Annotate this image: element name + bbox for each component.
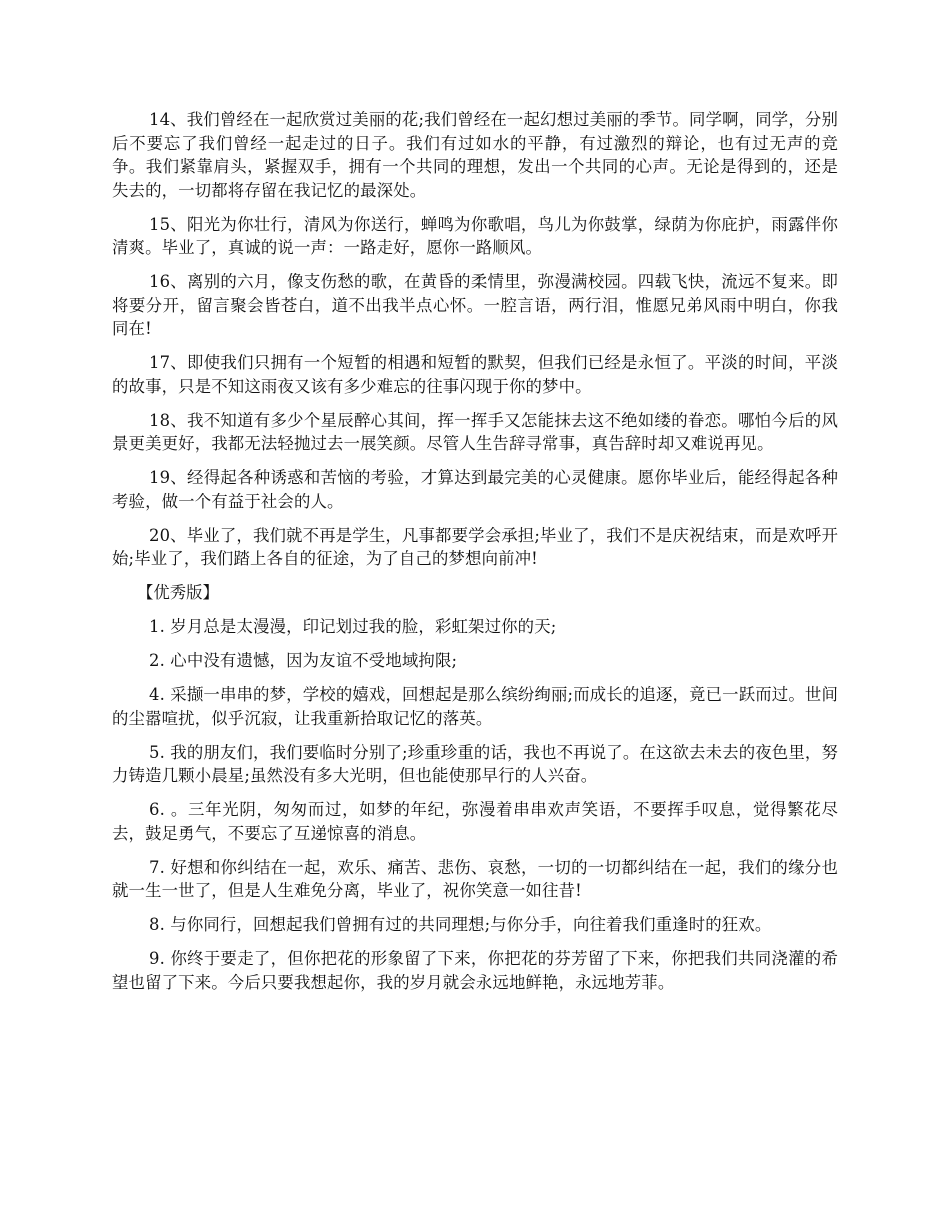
paragraph-18: 18、我不知道有多少个星辰醉心其间，挥一挥手又怎能抹去这不绝如缕的眷恋。哪怕今后的风景更美更好，我都无法轻抛过去一展笑颜。尽管人生告辞寻常事，真告辞时却又难说再见。 [112,410,838,453]
excellent-item-1: 1. 岁月总是太漫漫，印记划过我的脸，彩虹架过你的天; [149,617,557,636]
paragraph-15: 15、阳光为你壮行，清风为你送行，蝉鸣为你歌唱，鸟儿为你鼓掌，绿荫为你庇护，雨露伴你清爽。毕业了，真诚的说一声：一路走好，愿你一路顺风。 [112,214,838,257]
section-heading: 【优秀版】 [137,583,219,602]
paragraph-20: 20、毕业了，我们就不再是学生，凡事都要学会承担;毕业了，我们不是庆祝结束，而是欢呼开始;毕业了，我们踏上各自的征途，为了自己的梦想向前冲! [112,525,838,568]
excellent-item-8: 8. 与你同行，回想起我们曾拥有过的共同理想;与你分手，向往着我们重逢时的狂欢。 [149,915,772,934]
paragraph-14: 14、我们曾经在一起欣赏过美丽的花;我们曾经在一起幻想过美丽的季节。同学啊，同学，分别后不要忘了我们曾经一起走过的日子。我们有过如水的平静，有过激烈的辩论，也有过无声的竞争。我们紧靠肩头，紧握双手，拥有一个共同的理想，发出一个共同的心声。无论是得到的，还是失去的，一切都将存留在我记忆的最深处。 [112,110,838,200]
excellent-item-4: 4. 采撷一串串的梦，学校的嬉戏，回想起是那么缤纷绚丽;而成长的追逐，竟已一跃而过。世间的尘嚣喧扰，似乎沉寂，让我重新拾取记忆的落英。 [112,685,838,728]
excellent-item-7: 7. 好想和你纠结在一起，欢乐、痛苦、悲伤、哀愁，一切的一切都纠结在一起，我们的缘分也就一生一世了，但是人生难免分离，毕业了，祝你笑意一如往昔! [112,857,838,900]
excellent-item-9: 9. 你终于要走了，但你把花的形象留了下来，你把花的芬芳留了下来，你把我们共同浇灌的希望也留了下来。今后只要我想起你，我的岁月就会永远地鲜艳，永远地芳菲。 [112,949,838,992]
document-body [112,108,838,1005]
paragraph-16: 16、离别的六月，像支伤愁的歌，在黄昏的柔情里，弥漫满校园。四载飞快，流远不复来。即将要分开，留言聚会皆苍白，道不出我半点心怀。一腔言语，两行泪，惟愿兄弟风雨中明白，你我同在! [112,272,838,338]
excellent-item-2: 2. 心中没有遗憾，因为友谊不受地域拘限; [149,651,458,670]
paragraph-17: 17、即使我们只拥有一个短暂的相遇和短暂的默契，但我们已经是永恒了。平淡的时间，平淡的故事，只是不知这雨夜又该有多少难忘的往事闪现于你的梦中。 [112,353,838,396]
paragraph-19: 19、经得起各种诱惑和苦恼的考验，才算达到最完美的心灵健康。愿你毕业后，能经得起各种考验，做一个有益于社会的人。 [112,468,838,511]
excellent-item-5: 5. 我的朋友们，我们要临时分别了;珍重珍重的话，我也不再说了。在这欲去未去的夜色里，努力铸造几颗小晨星;虽然没有多大光明，但也能使那早行的人兴奋。 [112,742,838,785]
excellent-item-6: 6. 。三年光阴，匆匆而过，如梦的年纪，弥漫着串串欢声笑语，不要挥手叹息，觉得繁花尽去，鼓足勇气，不要忘了互递惊喜的消息。 [112,800,838,843]
